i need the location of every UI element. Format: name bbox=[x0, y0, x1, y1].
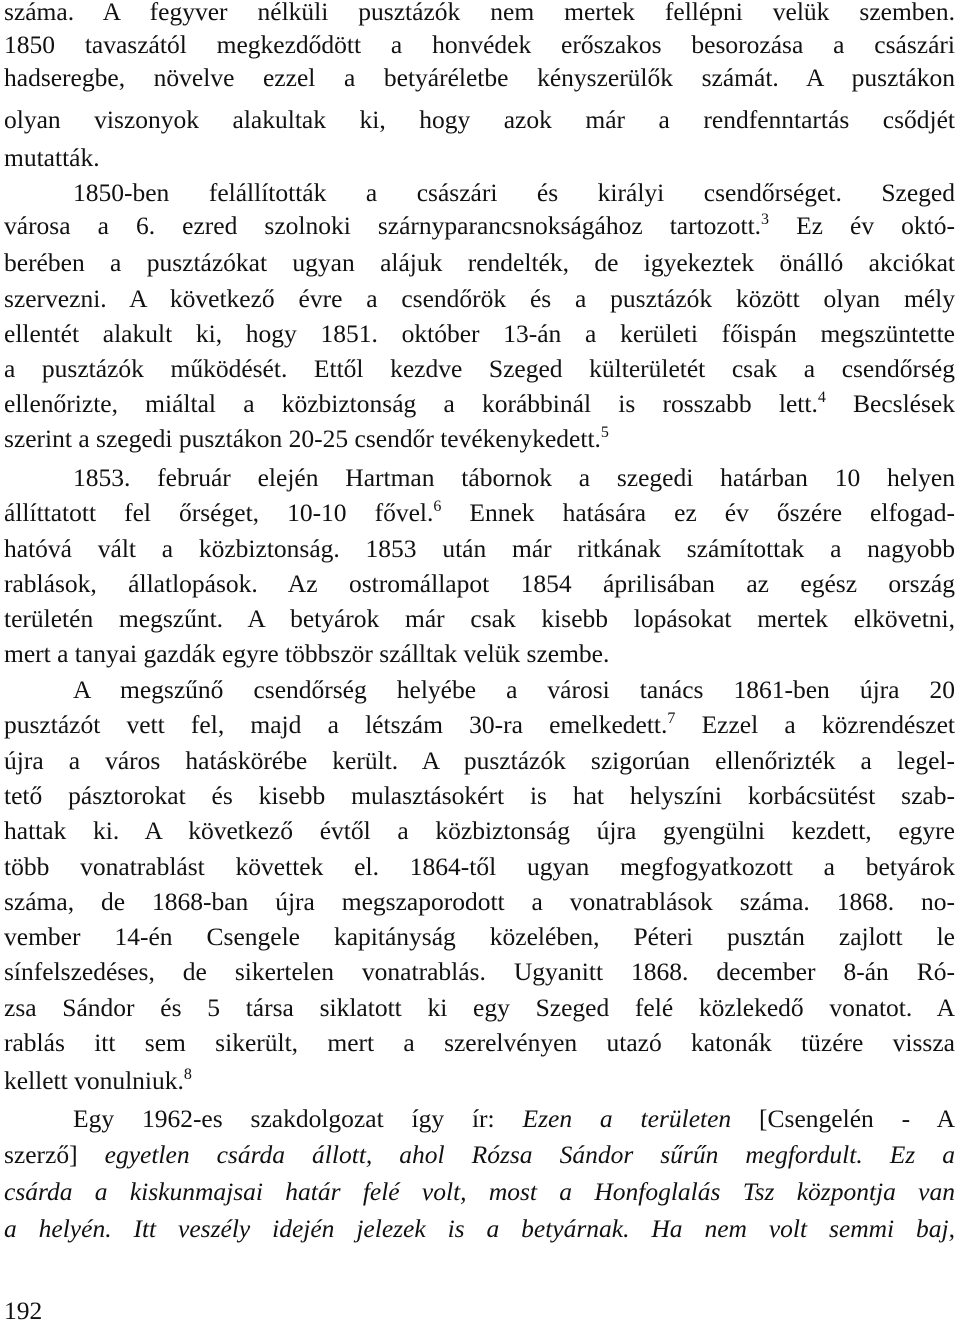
text-run: állíttatott fel őrséget, 10-10 fővel. bbox=[4, 498, 434, 527]
text-line bbox=[4, 422, 955, 456]
quote-run: a helyén. Itt veszély idején jelezek is a betyárnak. Ha nem volt semmi baj, bbox=[4, 1214, 955, 1243]
footnote-ref: 4 bbox=[817, 389, 826, 406]
footnote-ref: 8 bbox=[183, 1066, 192, 1083]
quote-run: egyetlen csárda állott, ahol Rózsa Sándor sűrűn megfordult. Ez a bbox=[104, 1140, 955, 1169]
text-line: több vonatrablást követtek el. 1864-től ugyan megfogyatkozott a betyárok bbox=[4, 852, 955, 881]
text-line: a pusztázók működését. Ettől kezdve Szeged külterületét csak a csendőrség bbox=[4, 354, 955, 383]
text-run: Ennek hatására ez év őszére elfogad- bbox=[441, 498, 955, 527]
text-line: mert a tanyai gazdák egyre többször szálltak velük szembe. bbox=[4, 639, 610, 668]
text-run: Becslések bbox=[825, 389, 955, 418]
text-line: olyan viszonyok alakultak ki, hogy azok már a rendfenntartás csődjét bbox=[4, 105, 955, 134]
text-run: Egy 1962-es szakdolgozat így ír: bbox=[73, 1104, 523, 1133]
text-line: rablás itt sem sikerült, mert a szerelvényen utazó katonák tüzére vissza bbox=[4, 1028, 955, 1057]
text-line: ellentét alakult ki, hogy 1851. október 13-án a kerületi főispán megszüntette bbox=[4, 319, 955, 348]
text-run: kellett vonulniuk. bbox=[4, 1066, 184, 1095]
text-line: szervezni. A következő évre a csendőrök és a pusztázók között olyan mély bbox=[4, 284, 955, 313]
text-line: hadseregbe, növelve ezzel a betyáréletbe kényszerülők számát. A pusztákon bbox=[4, 63, 955, 92]
text-line: területén megszűnt. A betyárok már csak kisebb lopásokat mertek elkövetni, bbox=[4, 604, 955, 633]
text-run: szerint a szegedi pusztákon 20-25 csendőr tevékenykedett. bbox=[4, 424, 601, 453]
text-line: 1850 tavaszától megkezdődött a honvédek erőszakos besorozása a császári bbox=[4, 30, 955, 59]
text-line bbox=[4, 1064, 955, 1098]
quote-run: csárda a kiskunmajsai határ felé volt, most a Honfoglalás Tsz központja van bbox=[4, 1177, 955, 1206]
text-run: Ezzel a közrendészet bbox=[675, 710, 955, 739]
text-run: pusztázót vett fel, majd a létszám 30-ra emelkedett. bbox=[4, 710, 668, 739]
text-line: mutatták. bbox=[4, 143, 100, 172]
text-line bbox=[4, 708, 955, 742]
text-line: berében a pusztázókat ugyan alájuk rendelték, de igyekeztek önálló akciókat bbox=[4, 248, 955, 277]
text-line: 1853. február elején Hartman tábornok a szegedi határban 10 helyen bbox=[73, 463, 955, 492]
text-line: tető pásztorokat és kisebb mulasztásokért is hat helyszíni korbácsütést szab- bbox=[4, 781, 955, 810]
text-line: újra a város hatáskörébe került. A pusztázók szigorúan ellenőrizték a legel- bbox=[4, 746, 955, 775]
text-run: ellenőrizte, miáltal a közbiztonság a korábbinál is rosszabb lett. bbox=[4, 389, 818, 418]
quote-run: Ezen a területen bbox=[522, 1104, 732, 1133]
text-line bbox=[4, 1212, 955, 1246]
text-line bbox=[4, 496, 955, 530]
text-run: szerző] bbox=[4, 1140, 105, 1169]
text-line: A megszűnő csendőrség helyébe a városi tanács 1861-ben újra 20 bbox=[73, 675, 955, 704]
text-line: 1850-ben felállították a császári és királyi csendőrséget. Szeged bbox=[73, 178, 955, 207]
footnote-ref: 7 bbox=[667, 710, 676, 727]
text-line: vember 14-én Csengele kapitányság közelében, Péteri pusztán zajlott le bbox=[4, 922, 955, 951]
footnote-ref: 3 bbox=[761, 211, 770, 228]
text-line: zsa Sándor és 5 társa siklatott ki egy Szeged felé közlekedő vonatot. A bbox=[4, 993, 955, 1022]
text-line bbox=[4, 209, 955, 243]
page-number: 192 bbox=[4, 1296, 43, 1325]
text-line: száma. A fegyver nélküli pusztázók nem mertek fellépni velük szemben. bbox=[4, 0, 955, 26]
text-line: száma, de 1868-ban újra megszaporodott a vonatrablások száma. 1868. no- bbox=[4, 887, 955, 916]
text-run: városa a 6. ezred szolnoki szárnyparancsnokságához tartozott. bbox=[4, 211, 762, 240]
text-line: rablások, állatlopások. Az ostromállapot 1854 áprilisában az egész ország bbox=[4, 569, 955, 598]
text-line bbox=[4, 387, 955, 421]
text-line: hatóvá vált a közbiztonság. 1853 után már ritkának számítottak a nagyobb bbox=[4, 534, 955, 563]
text-line bbox=[73, 1102, 955, 1136]
text-run: [Csengelén - A bbox=[731, 1104, 955, 1133]
text-line bbox=[4, 1138, 955, 1172]
text-line bbox=[4, 1175, 955, 1209]
footnote-ref: 5 bbox=[600, 424, 609, 441]
footnote-ref: 6 bbox=[433, 498, 442, 515]
text-line: hattak ki. A következő évtől a közbiztonság újra gyengülni kezdett, egyre bbox=[4, 816, 955, 845]
text-run: Ez év októ- bbox=[769, 211, 955, 240]
text-line: sínfelszedéses, de sikertelen vonatrablás. Ugyanitt 1868. december 8-án Ró- bbox=[4, 957, 955, 986]
